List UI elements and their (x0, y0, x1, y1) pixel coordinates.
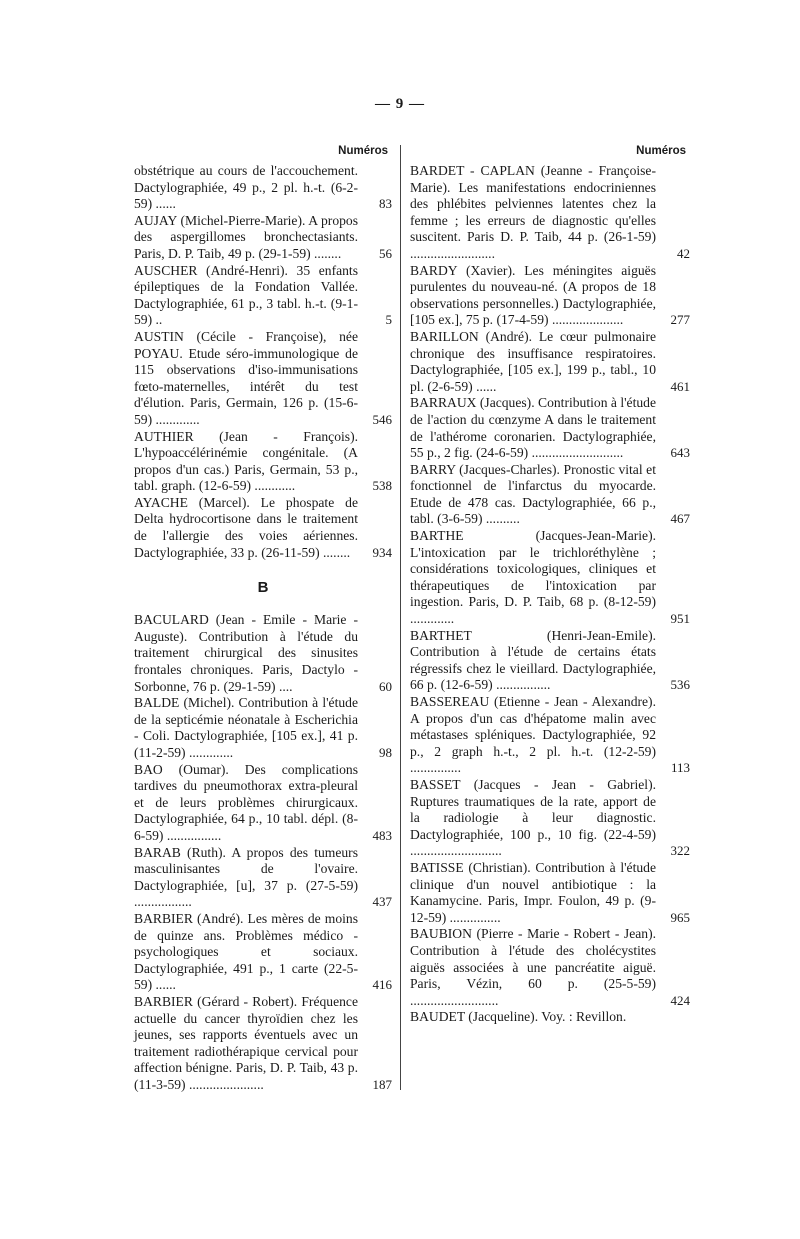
right-column (410, 145, 690, 1026)
entry-text: AUSCHER (André-Henri). 35 enfants épileptiques de la Fondation Vallée. Dactylographiée, 61 p., 3 tabl. h.-t. (9-1-59) .. (134, 262, 358, 328)
catalog-entry (134, 695, 392, 761)
entry-number: 5 (385, 312, 392, 328)
left-entries-a (134, 163, 392, 561)
section-letter: B (257, 579, 269, 597)
catalog-entry (134, 845, 392, 911)
catalog-entry (410, 462, 690, 528)
left-entries-b (134, 612, 392, 1093)
entry-number: 951 (670, 611, 690, 627)
entry-text: AUJAY (Michel-Pierre-Marie). A propos des aspergillomes bronchectasiants. Paris, D. P. Taib, 49 p. (29-1-59) ........ (134, 212, 358, 261)
left-numeros-header: Numéros (338, 145, 388, 157)
entry-text: BARTHET (Henri-Jean-Emile). Contribution à l'étude de certains états régressifs chez le vieillard. Dactylographiée, 66 p. (12-6-59) ................ (410, 627, 656, 693)
catalog-entry (410, 263, 690, 329)
entry-number: 60 (379, 678, 392, 694)
catalog-entry (134, 612, 392, 695)
catalog-entry (410, 777, 690, 860)
entry-number: 416 (372, 977, 392, 993)
entry-number: 56 (379, 245, 392, 261)
entry-text: BARILLON (André). Le cœur pulmonaire chronique des insuffisance respiratoires. Dactylographiée, [105 ex.], 199 p., tabl., 10 pl. (2-6-59) ...... (410, 328, 656, 394)
entry-number: 322 (670, 843, 690, 859)
catalog-entry (134, 429, 392, 495)
catalog-entry (134, 994, 392, 1094)
catalog-entry (134, 329, 392, 429)
catalog-entry (134, 911, 392, 994)
entry-number: 42 (677, 245, 690, 261)
entry-text: BARBIER (André). Les mères de moins de quinze ans. Problèmes médico - psychologiques et sociaux. Dactylographiée, 491 p., 1 carte (22-5-59) ...... (134, 910, 358, 993)
entry-text: AUSTIN (Cécile - Françoise), née POYAU. Etude séro-immunologique de 115 observations d'iso-immunisations fœto-maternelles, intérêt du test d'élution. Paris, Germain, 126 p. (15-6-59) ............. (134, 328, 358, 427)
entry-number: 965 (670, 909, 690, 925)
entry-text: BAO (Oumar). Des complications tardives du pneumothorax extra-pleural et de leurs problèmes chirurgicaux. Dactylographiée, 64 p., 10 tabl. dépl. (8-6-59) ................ (134, 761, 358, 843)
catalog-entry (410, 528, 690, 628)
catalog-entry (410, 329, 690, 395)
entry-text: BATISSE (Christian). Contribution à l'étude clinique d'un nouvel antibiotique : la Kanamycine. Paris, Impr. Foulon, 49 p. (9-12-59) ............... (410, 859, 656, 925)
entry-text: BARDET - CAPLAN (Jeanne - Françoise-Marie). Les manifestations endocriniennes des phlébites pelviennes latentes chez la femme ; les erreurs de diagnostic qu'elles suscitent. Paris D. P. Taib, 44 p. (26-1-59) ......................... (410, 163, 656, 261)
entry-number: 437 (372, 894, 392, 910)
catalog-entry (134, 213, 392, 263)
column-divider (400, 145, 401, 1090)
entry-text: BARDY (Xavier). Les méningites aiguës purulentes du nouveau-né. (A propos de 18 observations personnelles.) Dactylographiée, [105 ex.], 75 p. (17-4-59) ..................... (410, 262, 656, 328)
entry-text: BASSET (Jacques - Jean - Gabriel). Ruptures traumatiques de la rate, apport de la radiologie à leur diagnostic. Dactylographiée, 100 p., 10 fig. (22-4-59) ........................... (410, 776, 656, 859)
entry-text: AUTHIER (Jean - François). L'hypoaccélérinémie congénitale. (A propos d'un cas.) Paris, Germain, 53 p., tabl. graph. (12-6-59) ............ (134, 428, 358, 494)
catalog-entry (134, 762, 392, 845)
entry-text: BAUDET (Jacqueline). Voy. : Revillon. (410, 1009, 627, 1025)
entry-number: 467 (670, 511, 690, 527)
entry-number: 461 (670, 378, 690, 394)
entry-text: BAUBION (Pierre - Marie - Robert - Jean). Contribution à l'étude des cholécystites aiguës associées à une pancréatite aiguë. Paris, Vézin, 60 p. (25-5-59) .......................... (410, 926, 656, 1008)
entry-number: 113 (670, 760, 690, 776)
right-entries (410, 163, 690, 1026)
entry-text: BARRY (Jacques-Charles). Pronostic vital et fonctionnel de l'infarctus du myocarde. Etude de 478 cas. Dactylographiée, 66 p., tabl. (3-6-59) .......... (410, 461, 656, 527)
catalog-entry (410, 163, 690, 263)
catalog-entry (410, 926, 690, 1009)
entry-text: BASSEREAU (Etienne - Jean - Alexandre). A propos d'un cas d'hépatome malin avec métastases spléniques. Dactylographiée, 92 p., 2 graph h.-t., 2 pl. h.-t. (12-2-59) ............... (410, 694, 656, 776)
catalog-entry (410, 1009, 690, 1026)
entry-number: 277 (670, 312, 690, 328)
page-number: — 9 — (375, 96, 425, 112)
right-numeros-header: Numéros (636, 145, 686, 157)
entry-number: 483 (372, 827, 392, 843)
catalog-entry (410, 395, 690, 461)
entry-text: BALDE (Michel). Contribution à l'étude de la septicémie néonatale à Escherichia - Coli. Dactylographiée, [105 ex.], 41 p. (11-2-59) ............. (134, 695, 358, 760)
entry-text: BARTHE (Jacques-Jean-Marie). L'intoxication par le trichloréthylène ; considérations toxicologiques, cliniques et thérapeutiques de l'intoxication par ingestion. Paris, D. P. Taib, 68 p. (8-12-59) ............. (410, 528, 656, 627)
entry-number: 536 (670, 677, 690, 693)
entry-number: 83 (379, 196, 392, 212)
entry-number: 934 (372, 544, 392, 560)
entry-number: 643 (670, 445, 690, 461)
catalog-entry (410, 860, 690, 926)
entry-number: 98 (379, 745, 392, 760)
catalog-entry (134, 495, 392, 561)
catalog-entry (410, 628, 690, 694)
catalog-entry (134, 163, 392, 213)
entry-text: BARAB (Ruth). A propos des tumeurs masculinisantes de l'ovaire. Dactylographiée, [u], 37 p. (27-5-59) ................. (134, 844, 358, 910)
entry-text: AYACHE (Marcel). Le phospate de Delta hydrocortisone dans le traitement de l'allergie des voies aériennes. Dactylographiée, 33 p. (26-11-59) ........ (134, 494, 358, 560)
entry-number: 546 (372, 411, 392, 427)
left-column (134, 145, 392, 1093)
catalog-entry (410, 694, 690, 777)
entry-text: obstétrique au cours de l'accouchement. Dactylographiée, 49 p., 2 pl. h.-t. (6-2-59) ...... (134, 163, 358, 212)
entry-text: BARBIER (Gérard - Robert). Fréquence actuelle du cancer thyroïdien chez les jeunes, ses rapports éventuels avec un traitement radiothérapique cervical pour affection bénigne. Paris, D. P. Taib, 43 p. (11-3-59) ...................... (134, 993, 358, 1092)
entry-number: 538 (372, 478, 392, 494)
entry-text: BACULARD (Jean - Emile - Marie - Auguste). Contribution à l'étude du traitement chirurgical des sinusites frontales chroniques. Paris, Dactylo - Sorbonne, 76 p. (29-1-59) .... (134, 612, 358, 694)
catalog-entry (134, 263, 392, 329)
entry-text: BARRAUX (Jacques). Contribution à l'étude de l'action du cœnzyme A dans le traitement de l'athérome coronarien. Dactylographiée, 55 p., 2 fig. (24-6-59) ........................... (410, 395, 656, 461)
entry-number: 424 (670, 992, 690, 1008)
entry-number: 187 (372, 1076, 392, 1092)
